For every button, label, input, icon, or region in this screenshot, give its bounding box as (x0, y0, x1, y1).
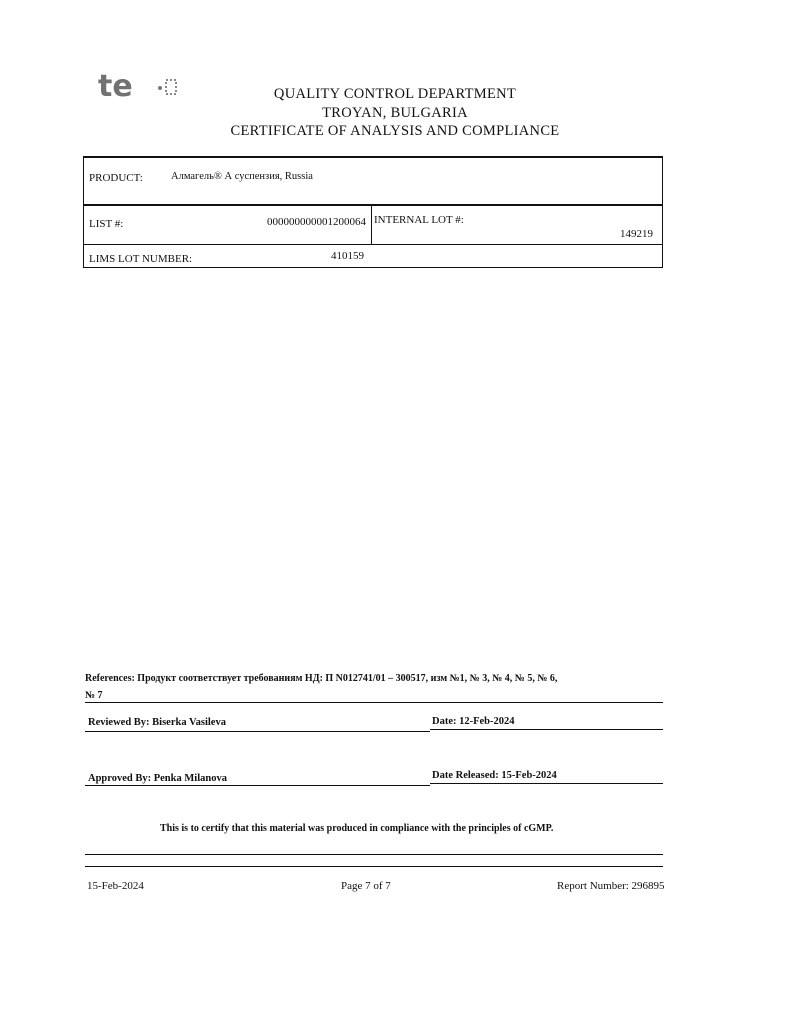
references-line-1: References: Продукт соответствует требованиям НД: П N012741/01 – 300517, изм №1, № 3, № 4, № 5, № 6, (85, 673, 558, 684)
list-value: 000000000001200064 (267, 216, 366, 228)
product-label: PRODUCT: (89, 172, 143, 184)
footer-date: 15-Feb-2024 (87, 880, 144, 892)
lims-label: LIMS LOT NUMBER: (89, 253, 193, 265)
references-line-2: № 7 (85, 690, 103, 701)
cgmp-statement: This is to certify that this material was produced in compliance with the principles of cGMP. (160, 823, 554, 834)
location-title: TROYAN, BULGARIA (322, 105, 468, 121)
approved-by: Approved By: Penka Milanova (88, 773, 227, 784)
department-title: QUALITY CONTROL DEPARTMENT (273, 86, 517, 102)
internal-lot-value: 149219 (620, 228, 653, 240)
footer-report-number: Report Number: 296895 (557, 880, 665, 892)
list-label: LIST #: (89, 218, 124, 230)
product-value: Алмагель® А суспензия, Russia (171, 171, 313, 182)
logo-text: te (98, 69, 133, 104)
review-date: Date: 12-Feb-2024 (432, 716, 515, 727)
date-released: Date Released: 15-Feb-2024 (432, 770, 557, 781)
footer-page: Page 7 of 7 (341, 880, 391, 892)
internal-lot-label: INTERNAL LOT #: (374, 214, 464, 226)
certificate-title: CERTIFICATE OF ANALYSIS AND COMPLIANCE (230, 123, 560, 139)
reviewed-by: Reviewed By: Biserka Vasileva (88, 717, 226, 728)
lims-value: 410159 (331, 250, 364, 262)
info-table (83, 156, 663, 268)
